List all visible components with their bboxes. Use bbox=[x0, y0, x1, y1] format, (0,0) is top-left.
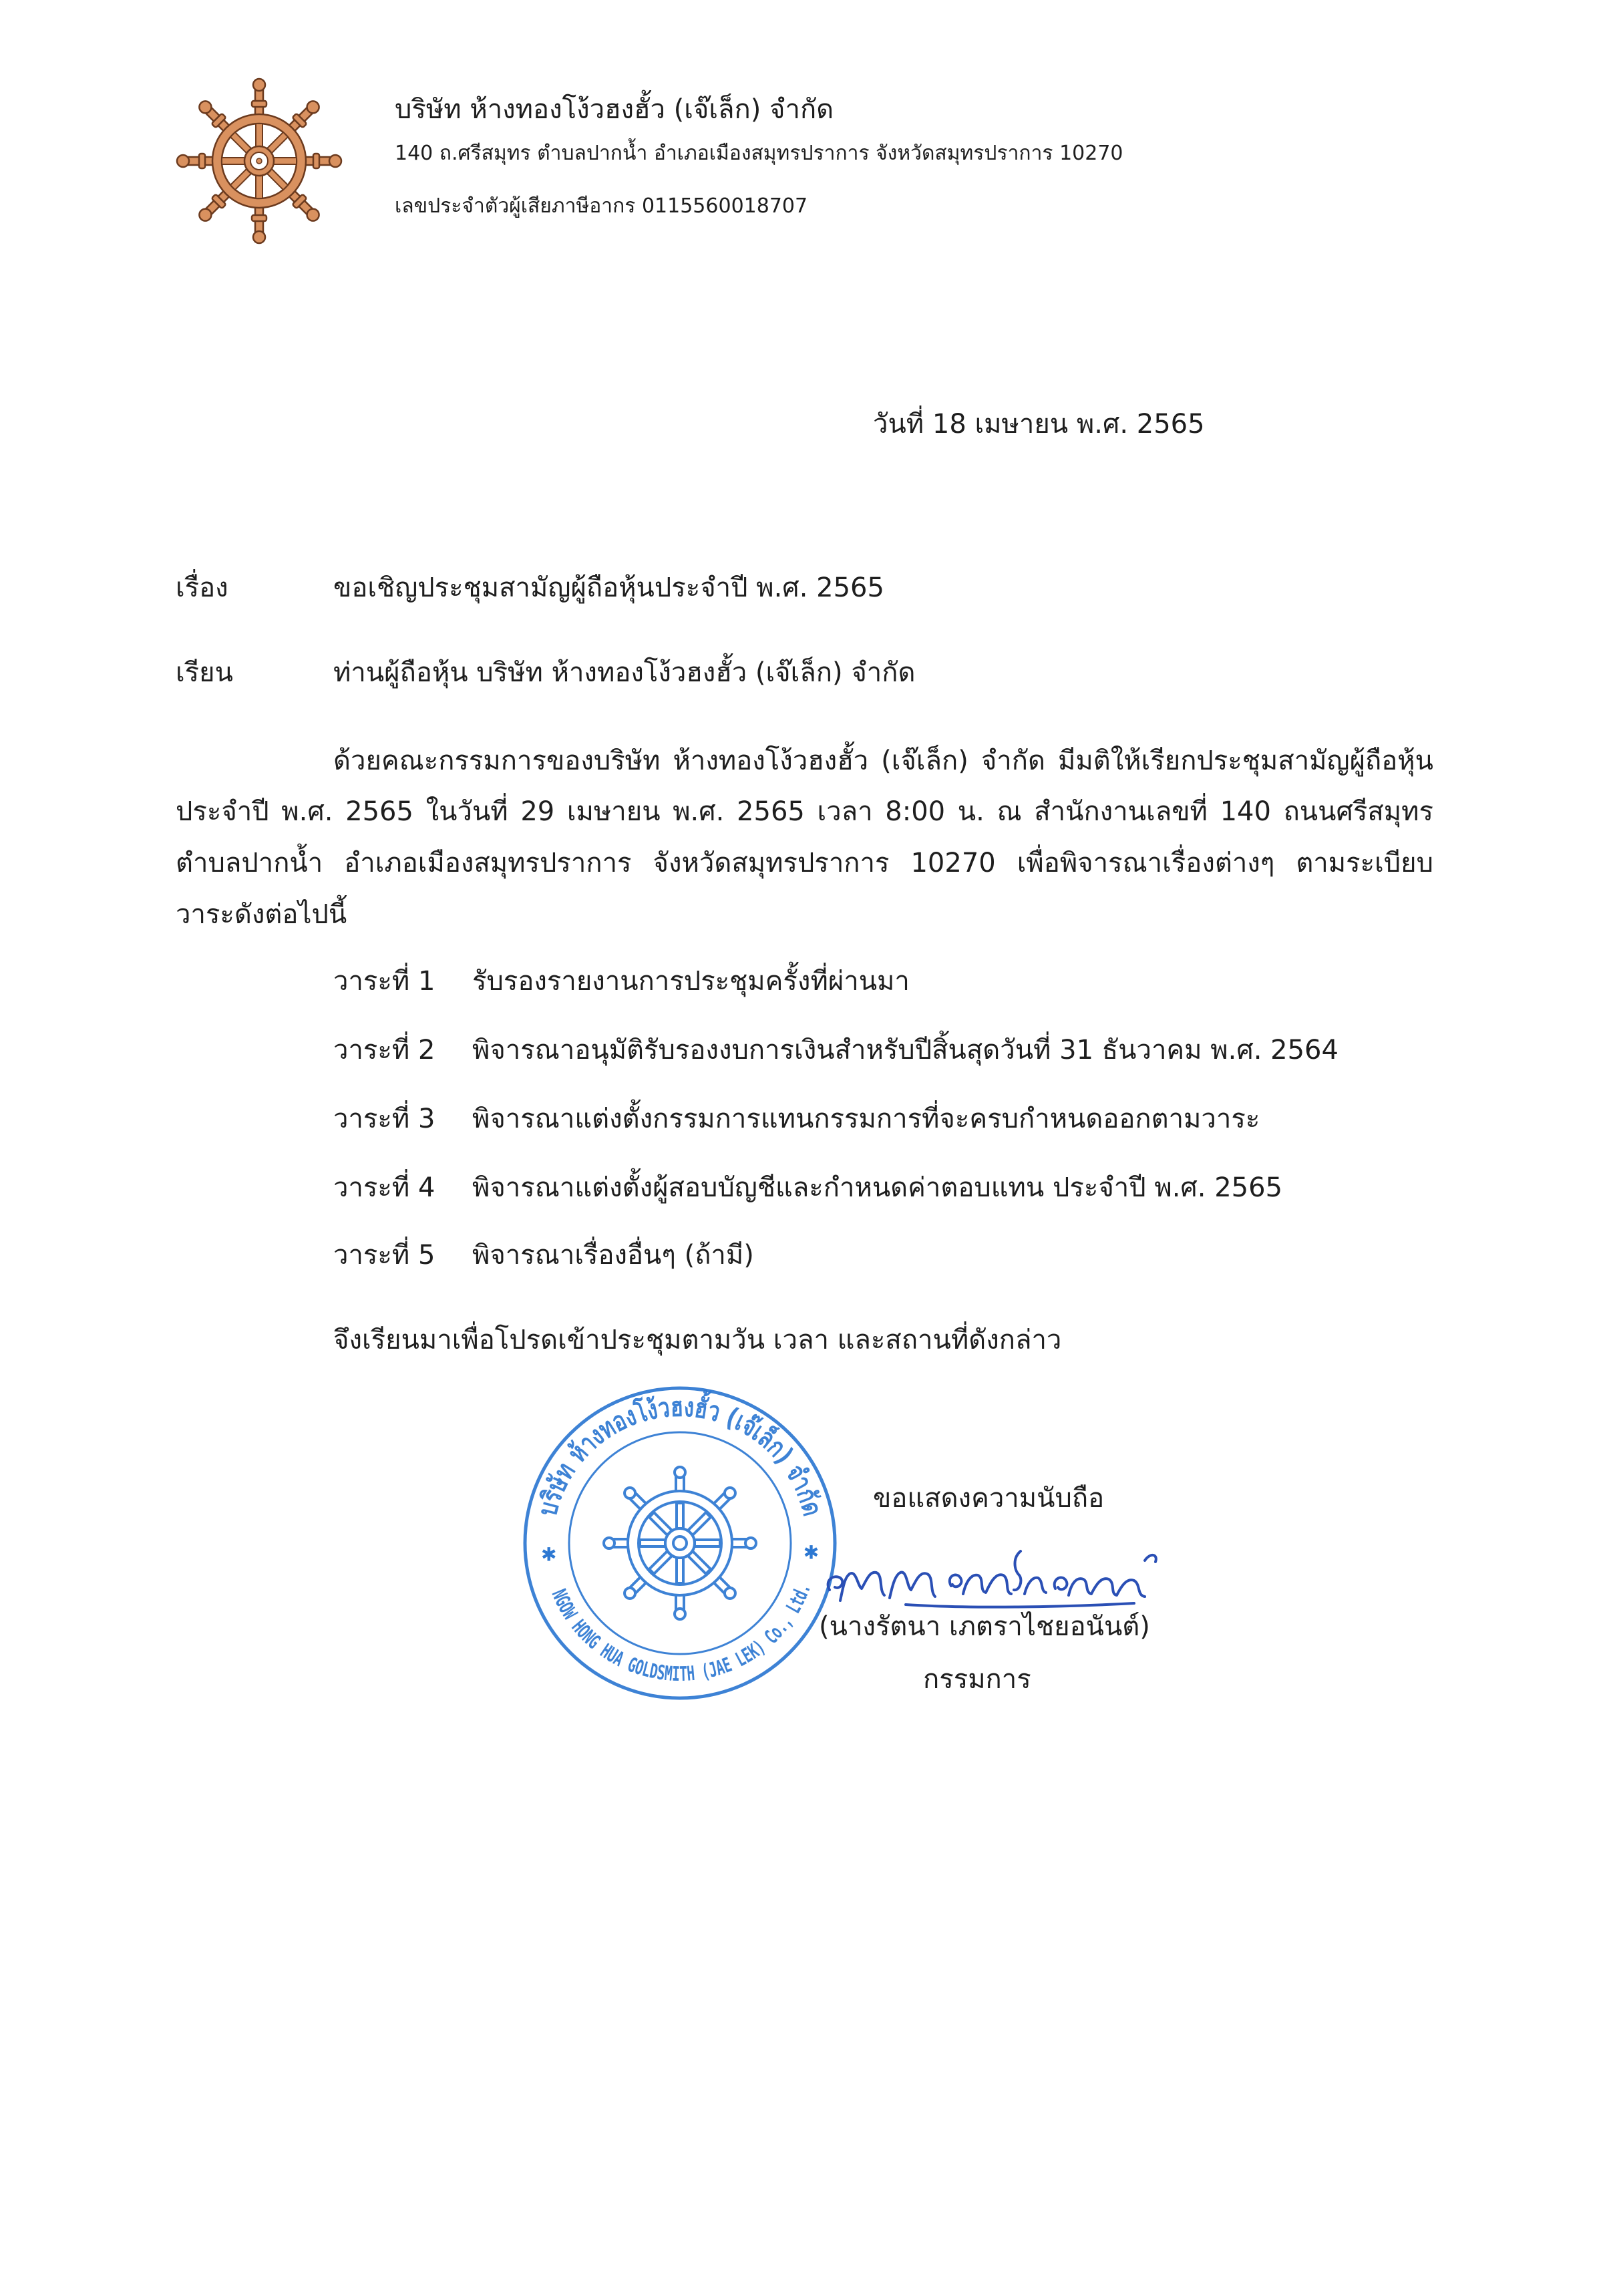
company-seal bbox=[520, 1383, 840, 1703]
agenda-text: พิจารณาแต่งตั้งผู้สอบบัญชีและกำหนดค่าตอบแทน ประจำปี พ.ศ. 2565 bbox=[472, 1172, 1283, 1203]
ship-wheel-icon bbox=[172, 74, 346, 248]
company-tax-id: เลขประจำตัวผู้เสียภาษีอากร 0115560018707 bbox=[395, 194, 808, 218]
agenda-label: วาระที่ 1 bbox=[333, 966, 435, 997]
agenda-text: รับรองรายงานการประชุมครั้งที่ผ่านมา bbox=[472, 966, 910, 997]
company-name: บริษัท ห้างทองโง้วฮงฮั้ว (เจ๊เล็ก) จำกัด bbox=[395, 94, 834, 125]
body-line: ประจำปี พ.ศ. 2565 ในวันที่ 29 เมษายน พ.ศ. 2565 เวลา 8:00 น. ณ สำนักงานเลขที่ 140 ถนนศรีสมุทร bbox=[176, 796, 1433, 827]
seal-top-text: บริษัท ห้างทองโง้วฮงฮั้ว (เจ๊เล็ก) จำกัด bbox=[532, 1391, 829, 1523]
letter-date: วันที่ 18 เมษายน พ.ศ. 2565 bbox=[873, 409, 1205, 440]
signatory-position: กรรมการ bbox=[923, 1664, 1031, 1695]
salutation: ขอแสดงความนับถือ bbox=[873, 1483, 1105, 1514]
body-line: ด้วยคณะกรรมการของบริษัท ห้างทองโง้วฮงฮั้ว (เจ๊เล็ก) จำกัด มีมติให้เรียกประชุมสามัญผู้ถือหุ้น bbox=[333, 746, 1433, 776]
agenda-label: วาระที่ 4 bbox=[333, 1172, 435, 1203]
agenda-label: วาระที่ 2 bbox=[333, 1035, 435, 1065]
agenda-label: วาระที่ 3 bbox=[333, 1104, 435, 1134]
agenda-label: วาระที่ 5 bbox=[333, 1240, 435, 1271]
signatory-name: (นางรัตนา เภตราไชยอนันต์) bbox=[819, 1611, 1150, 1642]
ship-wheel-icon bbox=[604, 1467, 756, 1619]
company-address: 140 ถ.ศรีสมุทร ตำบลปากน้ำ อำเภอเมืองสมุทรปราการ จังหวัดสมุทรปราการ 10270 bbox=[395, 142, 1123, 165]
agenda-text: พิจารณาเรื่องอื่นๆ (ถ้ามี) bbox=[472, 1240, 754, 1271]
subject-label: เรื่อง bbox=[176, 572, 228, 603]
recipient-label: เรียน bbox=[176, 657, 233, 688]
closing-line: จึงเรียนมาเพื่อโปรดเข้าประชุมตามวัน เวลา และสถานที่ดังกล่าว bbox=[333, 1325, 1062, 1355]
star-icon: ✱ bbox=[803, 1541, 820, 1564]
body-line: ตำบลปากน้ำ อำเภอเมืองสมุทรปราการ จังหวัดสมุทรปราการ 10270 เพื่อพิจารณาเรื่องต่างๆ ตามระเบียบ bbox=[176, 848, 1433, 878]
star-icon: ✱ bbox=[540, 1543, 557, 1566]
agenda-text: พิจารณาแต่งตั้งกรรมการแทนกรรมการที่จะครบกำหนดออกตามวาระ bbox=[472, 1104, 1260, 1134]
subject-text: ขอเชิญประชุมสามัญผู้ถือหุ้นประจำปี พ.ศ. 2565 bbox=[333, 572, 884, 603]
seal-bottom-text: NGOW HONG HUA GOLDSMITH (JAE LEK) Co., Ltd. bbox=[546, 1576, 818, 1687]
recipient-text: ท่านผู้ถือหุ้น บริษัท ห้างทองโง้วฮงฮั้ว (เจ๊เล็ก) จำกัด bbox=[333, 657, 916, 688]
agenda-text: พิจารณาอนุมัติรับรองงบการเงินสำหรับปีสิ้นสุดวันที่ 31 ธันวาคม พ.ศ. 2564 bbox=[472, 1035, 1338, 1065]
handwritten-signature bbox=[820, 1534, 1181, 1614]
body-line: วาระดังต่อไปนี้ bbox=[176, 899, 347, 930]
